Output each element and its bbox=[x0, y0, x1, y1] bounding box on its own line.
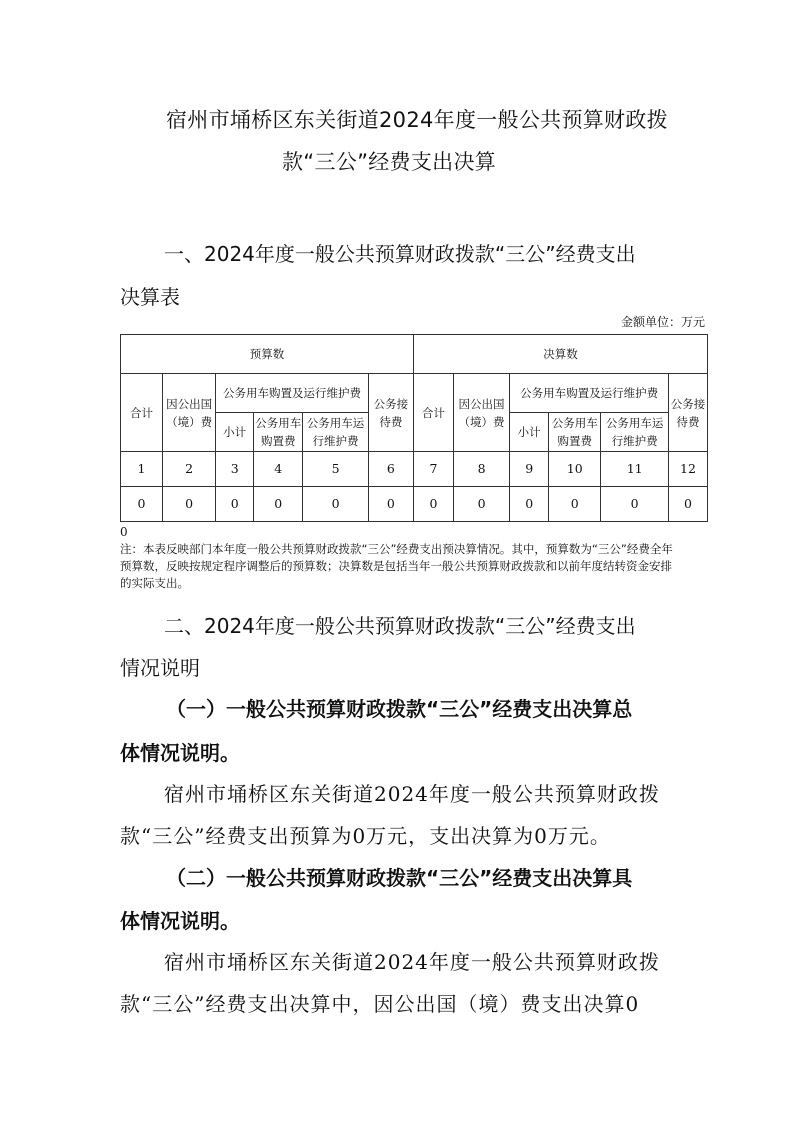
value-cell: 0 bbox=[121, 487, 163, 522]
value-cell: 0 bbox=[601, 487, 669, 522]
index-cell: 5 bbox=[303, 452, 369, 487]
final-vehicle-group-header: 公务用车购置及运行维护费 bbox=[510, 374, 669, 413]
table-row-index bbox=[121, 452, 708, 487]
budget-vehicle-purchase-header: 公务用车购置费 bbox=[254, 413, 303, 452]
table-row-values bbox=[121, 487, 708, 522]
table-note: 注：本表反映部门本年度一般公共预算财政拨款“三公”经费支出预决算情况。其中，预算数为“三公”经费全年预算数，反映按规定程序调整后的预算数；决算数是包括当年一般公共预算财政拨款和以前年度结转资金安排的实际支出。 bbox=[120, 542, 673, 590]
doc-title-line2: 款“三公”经费支出决算 bbox=[282, 150, 497, 174]
paragraph2-line2: 款“三公”经费支出决算中，因公出国（境）费支出决算0 bbox=[120, 992, 640, 1016]
index-cell: 7 bbox=[413, 452, 453, 487]
value-cell: 0 bbox=[510, 487, 549, 522]
section2-heading-line1: 二、2024年度一般公共预算财政拨款“三公”经费支出 bbox=[164, 614, 636, 638]
budget-reception-header: 公务接待费 bbox=[368, 374, 413, 452]
budget-total-header: 合计 bbox=[121, 374, 163, 452]
budget-subtotal-header: 小计 bbox=[216, 413, 254, 452]
paragraph1-line2: 款“三公”经费支出预算为0万元，支出决算为0万元。 bbox=[120, 824, 611, 848]
section1-heading-line1: 一、2024年度一般公共预算财政拨款“三公”经费支出 bbox=[164, 242, 636, 266]
budget-vehicle-group-header: 公务用车购置及运行维护费 bbox=[216, 374, 369, 413]
subsection1-heading-line2: 体情况说明。 bbox=[120, 741, 240, 765]
value-cell: 0 bbox=[413, 487, 453, 522]
budget-vehicle-ops-header: 公务用车运行维护费 bbox=[303, 413, 369, 452]
index-cell: 4 bbox=[254, 452, 303, 487]
budget-abroad-header: 因公出国（境）费 bbox=[162, 374, 215, 452]
amount-unit: 金额单位：万元 bbox=[620, 315, 705, 329]
value-cell: 0 bbox=[453, 487, 509, 522]
value-cell: 0 bbox=[368, 487, 413, 522]
three-public-expense-table bbox=[120, 334, 708, 522]
subsection1-heading-line1: （一）一般公共预算财政拨款“三公”经费支出决算总 bbox=[166, 697, 633, 721]
paragraph1-line1: 宿州市埇桥区东关街道2024年度一般公共预算财政拨 bbox=[164, 782, 660, 806]
value-cell: 0 bbox=[254, 487, 303, 522]
index-cell: 3 bbox=[216, 452, 254, 487]
value-cell: 0 bbox=[303, 487, 369, 522]
index-cell: 2 bbox=[162, 452, 215, 487]
final-vehicle-purchase-header: 公务用车购置费 bbox=[549, 413, 601, 452]
stray-zero-text: 0 bbox=[120, 525, 128, 539]
index-cell: 1 bbox=[121, 452, 163, 487]
final-group-header: 决算数 bbox=[413, 335, 707, 374]
final-total-header: 合计 bbox=[413, 374, 453, 452]
value-cell: 0 bbox=[668, 487, 707, 522]
final-reception-header: 公务接待费 bbox=[668, 374, 707, 452]
index-cell: 8 bbox=[453, 452, 509, 487]
value-cell: 0 bbox=[162, 487, 215, 522]
section1-heading-line2: 决算表 bbox=[120, 285, 180, 309]
final-abroad-header: 因公出国（境）费 bbox=[453, 374, 509, 452]
doc-title-line1: 宿州市埇桥区东关街道2024年度一般公共预算财政拨 bbox=[166, 108, 668, 132]
index-cell: 10 bbox=[549, 452, 601, 487]
value-cell: 0 bbox=[549, 487, 601, 522]
subsection2-heading-line2: 体情况说明。 bbox=[120, 909, 240, 933]
index-cell: 11 bbox=[601, 452, 669, 487]
section2-heading-line2: 情况说明 bbox=[120, 656, 200, 680]
index-cell: 9 bbox=[510, 452, 549, 487]
budget-group-header: 预算数 bbox=[121, 335, 414, 374]
final-vehicle-ops-header: 公务用车运行维护费 bbox=[601, 413, 669, 452]
index-cell: 12 bbox=[668, 452, 707, 487]
index-cell: 6 bbox=[368, 452, 413, 487]
paragraph2-line1: 宿州市埇桥区东关街道2024年度一般公共预算财政拨 bbox=[164, 950, 660, 974]
subsection2-heading-line1: （二）一般公共预算财政拨款“三公”经费支出决算具 bbox=[166, 866, 633, 890]
value-cell: 0 bbox=[216, 487, 254, 522]
final-subtotal-header: 小计 bbox=[510, 413, 549, 452]
